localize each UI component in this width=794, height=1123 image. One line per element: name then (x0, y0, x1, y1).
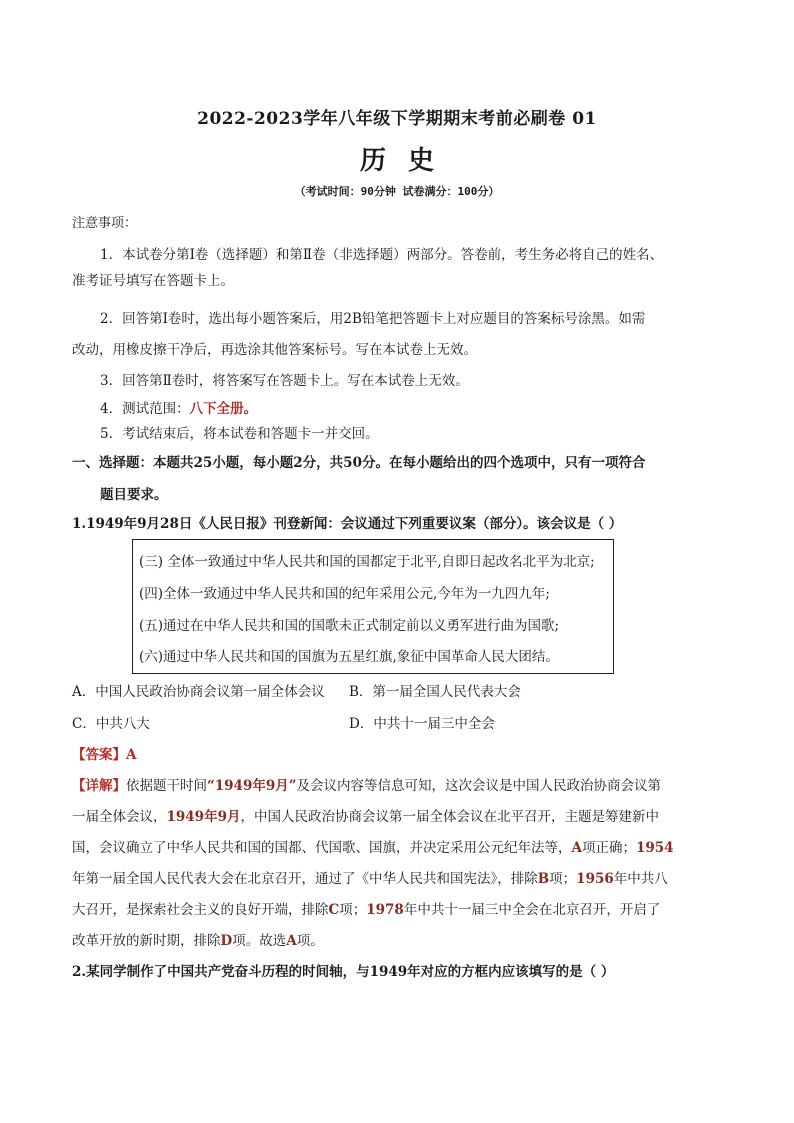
note-item-2-line-2: 改动，用橡皮擦干净后，再选涂其他答案标号。写在本试卷上无效。 (72, 342, 477, 358)
question-1-answer (72, 746, 732, 764)
detail-line-2 (72, 808, 732, 826)
detail-line-3 (72, 839, 732, 857)
note-item-3: 3．回答第Ⅱ卷时，将答案写在答题卡上。写在本试卷上无效。 (100, 373, 469, 389)
detail-text: 项； (339, 902, 367, 918)
detail-text: 项正确； (581, 840, 636, 856)
resolution-line-6: (六)通过中华人民共和国的国旗为五星红旗,象征中国革命人民大团结。 (139, 649, 559, 665)
answer-value: A (126, 747, 137, 763)
resolution-line-5: (五)通过在中华人民共和国的国歌未正式制定前以义勇军进行曲为国歌; (139, 618, 560, 634)
section-1-intro-line-2: 题目要求。 (100, 487, 168, 503)
section-1-intro-line-1: 本题共25小题，每小题2分，共50分。在每小题给出的四个选项中，只有一项符合 (153, 455, 646, 471)
detail-text: 及会议内容等信息可知，这次会议是中国人民政治协商会议第 (296, 778, 661, 794)
detail-highlight: 1956 (576, 871, 614, 887)
detail-text: 大召开，是探索社会主义的良好开端，排除 (72, 902, 329, 918)
detail-text: 项。 (296, 933, 324, 949)
detail-text: 一届全体会议， (72, 809, 167, 825)
detail-text: 年中共八 (613, 871, 668, 887)
answer-tag: 【答案】 (72, 747, 126, 763)
detail-text: 项； (549, 871, 577, 887)
subject-title: 历史 (359, 146, 456, 176)
detail-text: 年中共十一届三中全会在北京召开，开启了 (403, 902, 661, 918)
detail-text: 改革开放的新时期，排除 (72, 933, 221, 949)
resolution-line-3: (三) 全体一致通过中华人民共和国的国都定于北平,自即日起改名北平为北京; (139, 554, 595, 570)
detail-highlight: 1978 (366, 902, 404, 918)
detail-highlight: C (328, 902, 340, 918)
question-1-resolution-box (132, 539, 614, 674)
question-2-stem: 2.某同学制作了中国共产党奋斗历程的时间轴，与1949年对应的方框内应该填写的是（ ） (72, 964, 615, 980)
detail-highlight: A (571, 840, 582, 856)
detail-line-4 (72, 870, 732, 888)
detail-text: 依据题干时间 (126, 778, 207, 794)
detail-highlight: 1954 (635, 840, 674, 856)
question-1-option-b: B．第一届全国人民代表大会 (349, 684, 521, 700)
detail-text: 国，会议确立了中华人民共和国的国都、代国歌、国旗，并决定采用公元纪年法等， (72, 840, 572, 856)
note-item-1-line-1: 1．本试卷分第Ⅰ卷（选择题）和第Ⅱ卷（非选择题）两部分。答卷前，考生务必将自己的姓名、 (100, 247, 664, 263)
question-1-option-d: D．中共十一届三中全会 (349, 716, 495, 732)
note-item-1-line-2: 准考证号填写在答题卡上。 (72, 273, 234, 289)
question-1-option-c: C．中共八大 (72, 716, 150, 732)
detail-line-1 (72, 777, 732, 795)
note-item-5: 5．考试结束后，将本试卷和答题卡一并交回。 (100, 426, 379, 442)
detail-highlight: D (220, 933, 233, 949)
detail-highlight: 1949年9月 (166, 809, 241, 825)
notes-heading: 注意事项： (72, 216, 138, 231)
question-1-option-a: A．中国人民政治协商会议第一届全体会议 (72, 684, 325, 700)
question-1-stem: 1.1949年9月28日《人民日报》刊登新闻：会议通过下列重要议案（部分）。该会议是（ ） (72, 516, 623, 532)
test-scope: 八下全册。 (189, 401, 258, 417)
resolution-line-4: (四)全体一致通过中华人民共和国的纪年采用公元,今年为一九四九年; (139, 586, 550, 602)
detail-highlight: “1949年9月” (207, 778, 297, 794)
detail-text: ，中国人民政治协商会议第一届全体会议在北平召开，主题是筹建新中 (240, 809, 659, 825)
detail-line-6 (72, 932, 732, 950)
detail-text: 项。故选 (232, 933, 287, 949)
section-1-intro (72, 454, 732, 472)
detail-line-5 (72, 901, 732, 919)
note-item-4-prefix: 4．测试范围： (100, 401, 190, 417)
section-1-label: 一、选择题： (72, 455, 153, 471)
exam-info: （考试时间：90分钟 试卷满分：100分） (294, 185, 500, 198)
note-item-2-line-1: 2．回答第Ⅰ卷时，选出每小题答案后，用2B铅笔把答题卡上对应题目的答案标号涂黑。如需 (100, 311, 646, 327)
detail-highlight: B (537, 871, 550, 887)
note-item-4 (100, 400, 760, 418)
detail-tag: 【详解】 (72, 778, 126, 794)
detail-highlight: A (286, 933, 297, 949)
detail-text: 年第一届全国人民代表大会在北京召开，通过了《中华人民共和国宪法》，排除 (72, 871, 538, 887)
exam-title: 2022-2023学年八年级下学期期末考前必刷卷 01 (197, 109, 597, 129)
